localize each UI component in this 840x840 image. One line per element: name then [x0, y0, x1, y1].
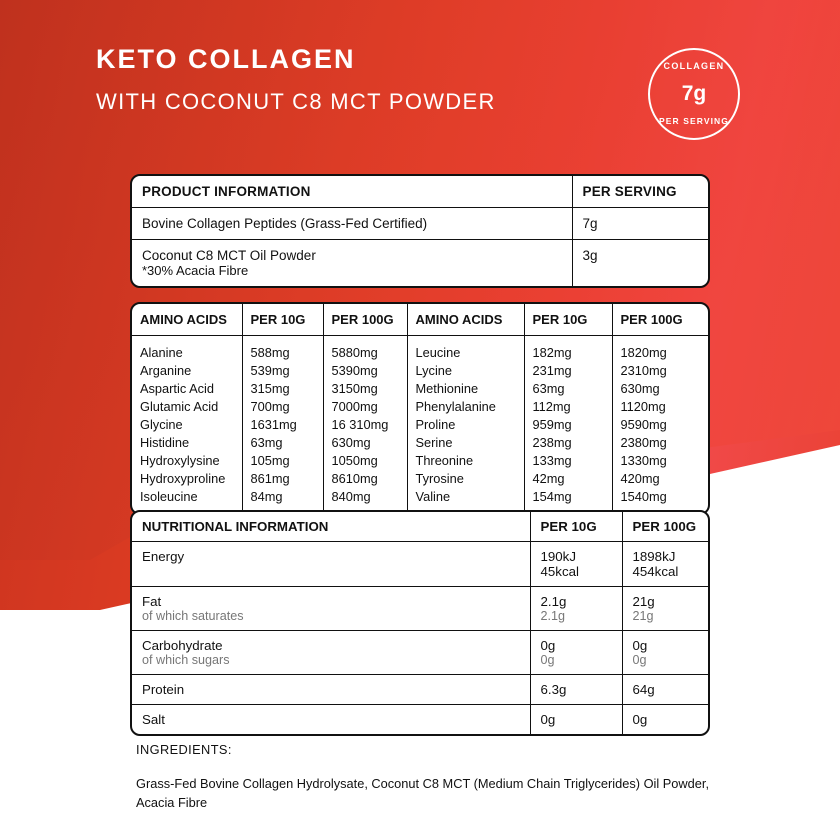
amino-cell: Isoleucine	[140, 489, 198, 504]
amino-cell: 7000mg	[323, 398, 407, 416]
nutri-row-1-name: Fat	[142, 594, 162, 609]
product-info-header-per-serving: PER SERVING	[572, 176, 708, 208]
amino-cell: 105mg	[242, 452, 323, 470]
amino-cell: Hydroxyproline	[140, 471, 226, 486]
table-header-row	[132, 176, 708, 208]
nutri-row-0-name-cell	[132, 542, 530, 587]
nutri-row-2-per10g-cell	[530, 631, 622, 675]
amino-cell: Serine	[407, 434, 524, 452]
product-row-0-value: 7g	[572, 208, 708, 240]
nutri-row-0-per100g-cell	[622, 542, 708, 587]
amino-cell: 63mg	[524, 380, 612, 398]
nutri-row-1-sub: of which saturates	[142, 609, 244, 623]
product-row-0-note: (Grass-Fed Certified)	[300, 216, 428, 231]
amino-cell: 1050mg	[323, 452, 407, 470]
amino-cell: Tyrosine	[407, 470, 524, 488]
nutri-row-2-name: Carbohydrate	[142, 638, 223, 653]
amino-cell: 420mg	[612, 470, 708, 488]
amino-cell: Histidine	[140, 435, 190, 450]
amino-cell: 8610mg	[323, 470, 407, 488]
amino-cell: Aspartic Acid	[140, 381, 214, 396]
nutri-row-1-per10g-sub: 2.1g	[540, 609, 566, 623]
amino-cell: 133mg	[524, 452, 612, 470]
amino-cell: Lycine	[407, 362, 524, 380]
amino-cell: Threonine	[407, 452, 524, 470]
amino-header-1: PER 10G	[242, 304, 323, 336]
product-information-panel	[130, 174, 710, 288]
nutri-row-0-per10g-sub: 45kcal	[540, 564, 579, 579]
nutri-header-2: PER 100G	[622, 512, 708, 542]
nutritional-information-panel	[130, 510, 710, 736]
nutritional-information-table	[132, 512, 708, 734]
nutri-row-2-per10g: 0g	[540, 638, 556, 653]
table-row	[132, 587, 708, 631]
amino-cell: 231mg	[524, 362, 612, 380]
amino-cell: Phenylalanine	[407, 398, 524, 416]
product-information-table	[132, 176, 708, 286]
table-header-row	[132, 304, 708, 336]
amino-cell: 5390mg	[323, 362, 407, 380]
amino-cell: 2310mg	[612, 362, 708, 380]
page-header	[96, 44, 496, 115]
nutri-header-1: PER 10G	[530, 512, 622, 542]
product-row-1-name-cell	[132, 240, 572, 287]
table-row	[132, 705, 708, 735]
product-row-0-name: Bovine Collagen Peptides	[142, 216, 297, 231]
amino-cell: 861mg	[242, 470, 323, 488]
amino-cell: 588mg	[242, 336, 323, 362]
amino-cell: 1540mg	[612, 488, 708, 514]
amino-header-4: PER 10G	[524, 304, 612, 336]
nutri-row-2-sub: of which sugars	[142, 653, 230, 667]
amino-cell: 16 310mg	[323, 416, 407, 434]
nutri-header-0: NUTRITIONAL INFORMATION	[142, 519, 329, 534]
nutri-row-0-per100g: 1898kJ	[632, 549, 676, 564]
amino-cell: 1330mg	[612, 452, 708, 470]
nutri-row-2-per100g-sub: 0g	[632, 653, 647, 667]
table-row	[132, 416, 708, 434]
amino-acids-panel	[130, 302, 710, 515]
amino-cell: Leucine	[407, 336, 524, 362]
table-row	[132, 336, 708, 362]
nutri-row-2-per100g: 0g	[632, 638, 648, 653]
amino-cell: 539mg	[242, 362, 323, 380]
amino-cell: 63mg	[242, 434, 323, 452]
amino-cell: 700mg	[242, 398, 323, 416]
ingredients-body: Grass-Fed Bovine Collagen Hydrolysate, Coconut C8 MCT (Medium Chain Triglycerides) Oil Powder, Acacia Fibre	[136, 776, 709, 810]
product-row-1-name: Coconut C8 MCT Oil Powder	[142, 248, 316, 263]
amino-cell: 42mg	[524, 470, 612, 488]
amino-cell: 959mg	[524, 416, 612, 434]
page-title: KETO COLLAGEN	[96, 44, 356, 74]
amino-header-5: PER 100G	[612, 304, 708, 336]
table-row	[132, 470, 708, 488]
amino-cell: Alanine	[140, 345, 183, 360]
product-row-0-name-cell	[132, 208, 572, 240]
amino-cell: 112mg	[524, 398, 612, 416]
table-row	[132, 208, 708, 240]
table-row	[132, 542, 708, 587]
amino-cell: Glycine	[140, 417, 183, 432]
amino-cell: Arganine	[140, 363, 192, 378]
amino-cell: 1631mg	[242, 416, 323, 434]
nutri-row-2-per100g-cell	[622, 631, 708, 675]
nutri-row-4-name: Salt	[142, 712, 165, 727]
table-row	[132, 631, 708, 675]
ingredients-section	[136, 742, 736, 812]
nutri-row-4-per10g: 0g	[530, 705, 622, 735]
nutri-row-1-per100g-sub: 21g	[632, 609, 654, 623]
amino-cell: 630mg	[612, 380, 708, 398]
ingredients-title: INGREDIENTS:	[136, 742, 232, 757]
product-row-1-sub: *30% Acacia Fibre	[142, 263, 249, 278]
amino-cell: 182mg	[524, 336, 612, 362]
amino-cell: 315mg	[242, 380, 323, 398]
amino-cell: Glutamic Acid	[140, 399, 219, 414]
nutri-row-2-per10g-sub: 0g	[540, 653, 555, 667]
nutri-row-0-name: Energy	[142, 549, 185, 564]
table-row	[132, 452, 708, 470]
nutri-row-0-per10g: 190kJ	[540, 549, 576, 564]
nutri-row-1-per10g-cell	[530, 587, 622, 631]
nutri-row-4-name-cell	[132, 705, 530, 735]
nutri-row-3-name-cell	[132, 675, 530, 705]
amino-cell: Proline	[407, 416, 524, 434]
nutri-row-1-per10g: 2.1g	[540, 594, 567, 609]
table-row	[132, 675, 708, 705]
table-row	[132, 380, 708, 398]
amino-cell: Hydroxylysine	[140, 453, 220, 468]
product-row-1-value: 3g	[572, 240, 708, 287]
nutri-row-1-name-cell	[132, 587, 530, 631]
nutri-row-0-per10g-cell	[530, 542, 622, 587]
nutri-row-1-per100g: 21g	[632, 594, 655, 609]
amino-cell: 1820mg	[612, 336, 708, 362]
nutri-row-4-per100g: 0g	[622, 705, 708, 735]
amino-cell: Valine	[407, 488, 524, 514]
nutri-row-1-per100g-cell	[622, 587, 708, 631]
collagen-per-serving-badge	[648, 48, 740, 140]
nutri-row-3-per100g: 64g	[622, 675, 708, 705]
badge-amount: 7g	[681, 82, 707, 105]
amino-cell: 154mg	[524, 488, 612, 514]
table-row	[132, 434, 708, 452]
amino-cell: 84mg	[242, 488, 323, 514]
amino-cell: 3150mg	[323, 380, 407, 398]
badge-bottom-label: PER SERVING	[658, 116, 730, 126]
table-row	[132, 240, 708, 287]
amino-cell: 9590mg	[612, 416, 708, 434]
amino-cell: 5880mg	[323, 336, 407, 362]
nutri-row-0-per100g-sub: 454kcal	[632, 564, 679, 579]
table-row	[132, 398, 708, 416]
amino-header-3: AMINO ACIDS	[407, 304, 524, 336]
amino-cell: 1120mg	[612, 398, 708, 416]
amino-cell: 840mg	[323, 488, 407, 514]
amino-cell: 2380mg	[612, 434, 708, 452]
amino-header-2: PER 100G	[323, 304, 407, 336]
badge-top-label: COLLAGEN	[663, 61, 725, 71]
table-row	[132, 362, 708, 380]
nutri-row-3-per10g: 6.3g	[530, 675, 622, 705]
page-subtitle: WITH COCONUT C8 MCT POWDER	[96, 89, 496, 114]
table-header-row	[132, 512, 708, 542]
amino-cell: 238mg	[524, 434, 612, 452]
nutri-row-3-name: Protein	[142, 682, 185, 697]
amino-cell: 630mg	[323, 434, 407, 452]
amino-header-0: AMINO ACIDS	[132, 304, 242, 336]
amino-acids-table	[132, 304, 708, 513]
product-info-header-label: PRODUCT INFORMATION	[142, 184, 311, 199]
amino-cell: Methionine	[407, 380, 524, 398]
nutri-row-2-name-cell	[132, 631, 530, 675]
